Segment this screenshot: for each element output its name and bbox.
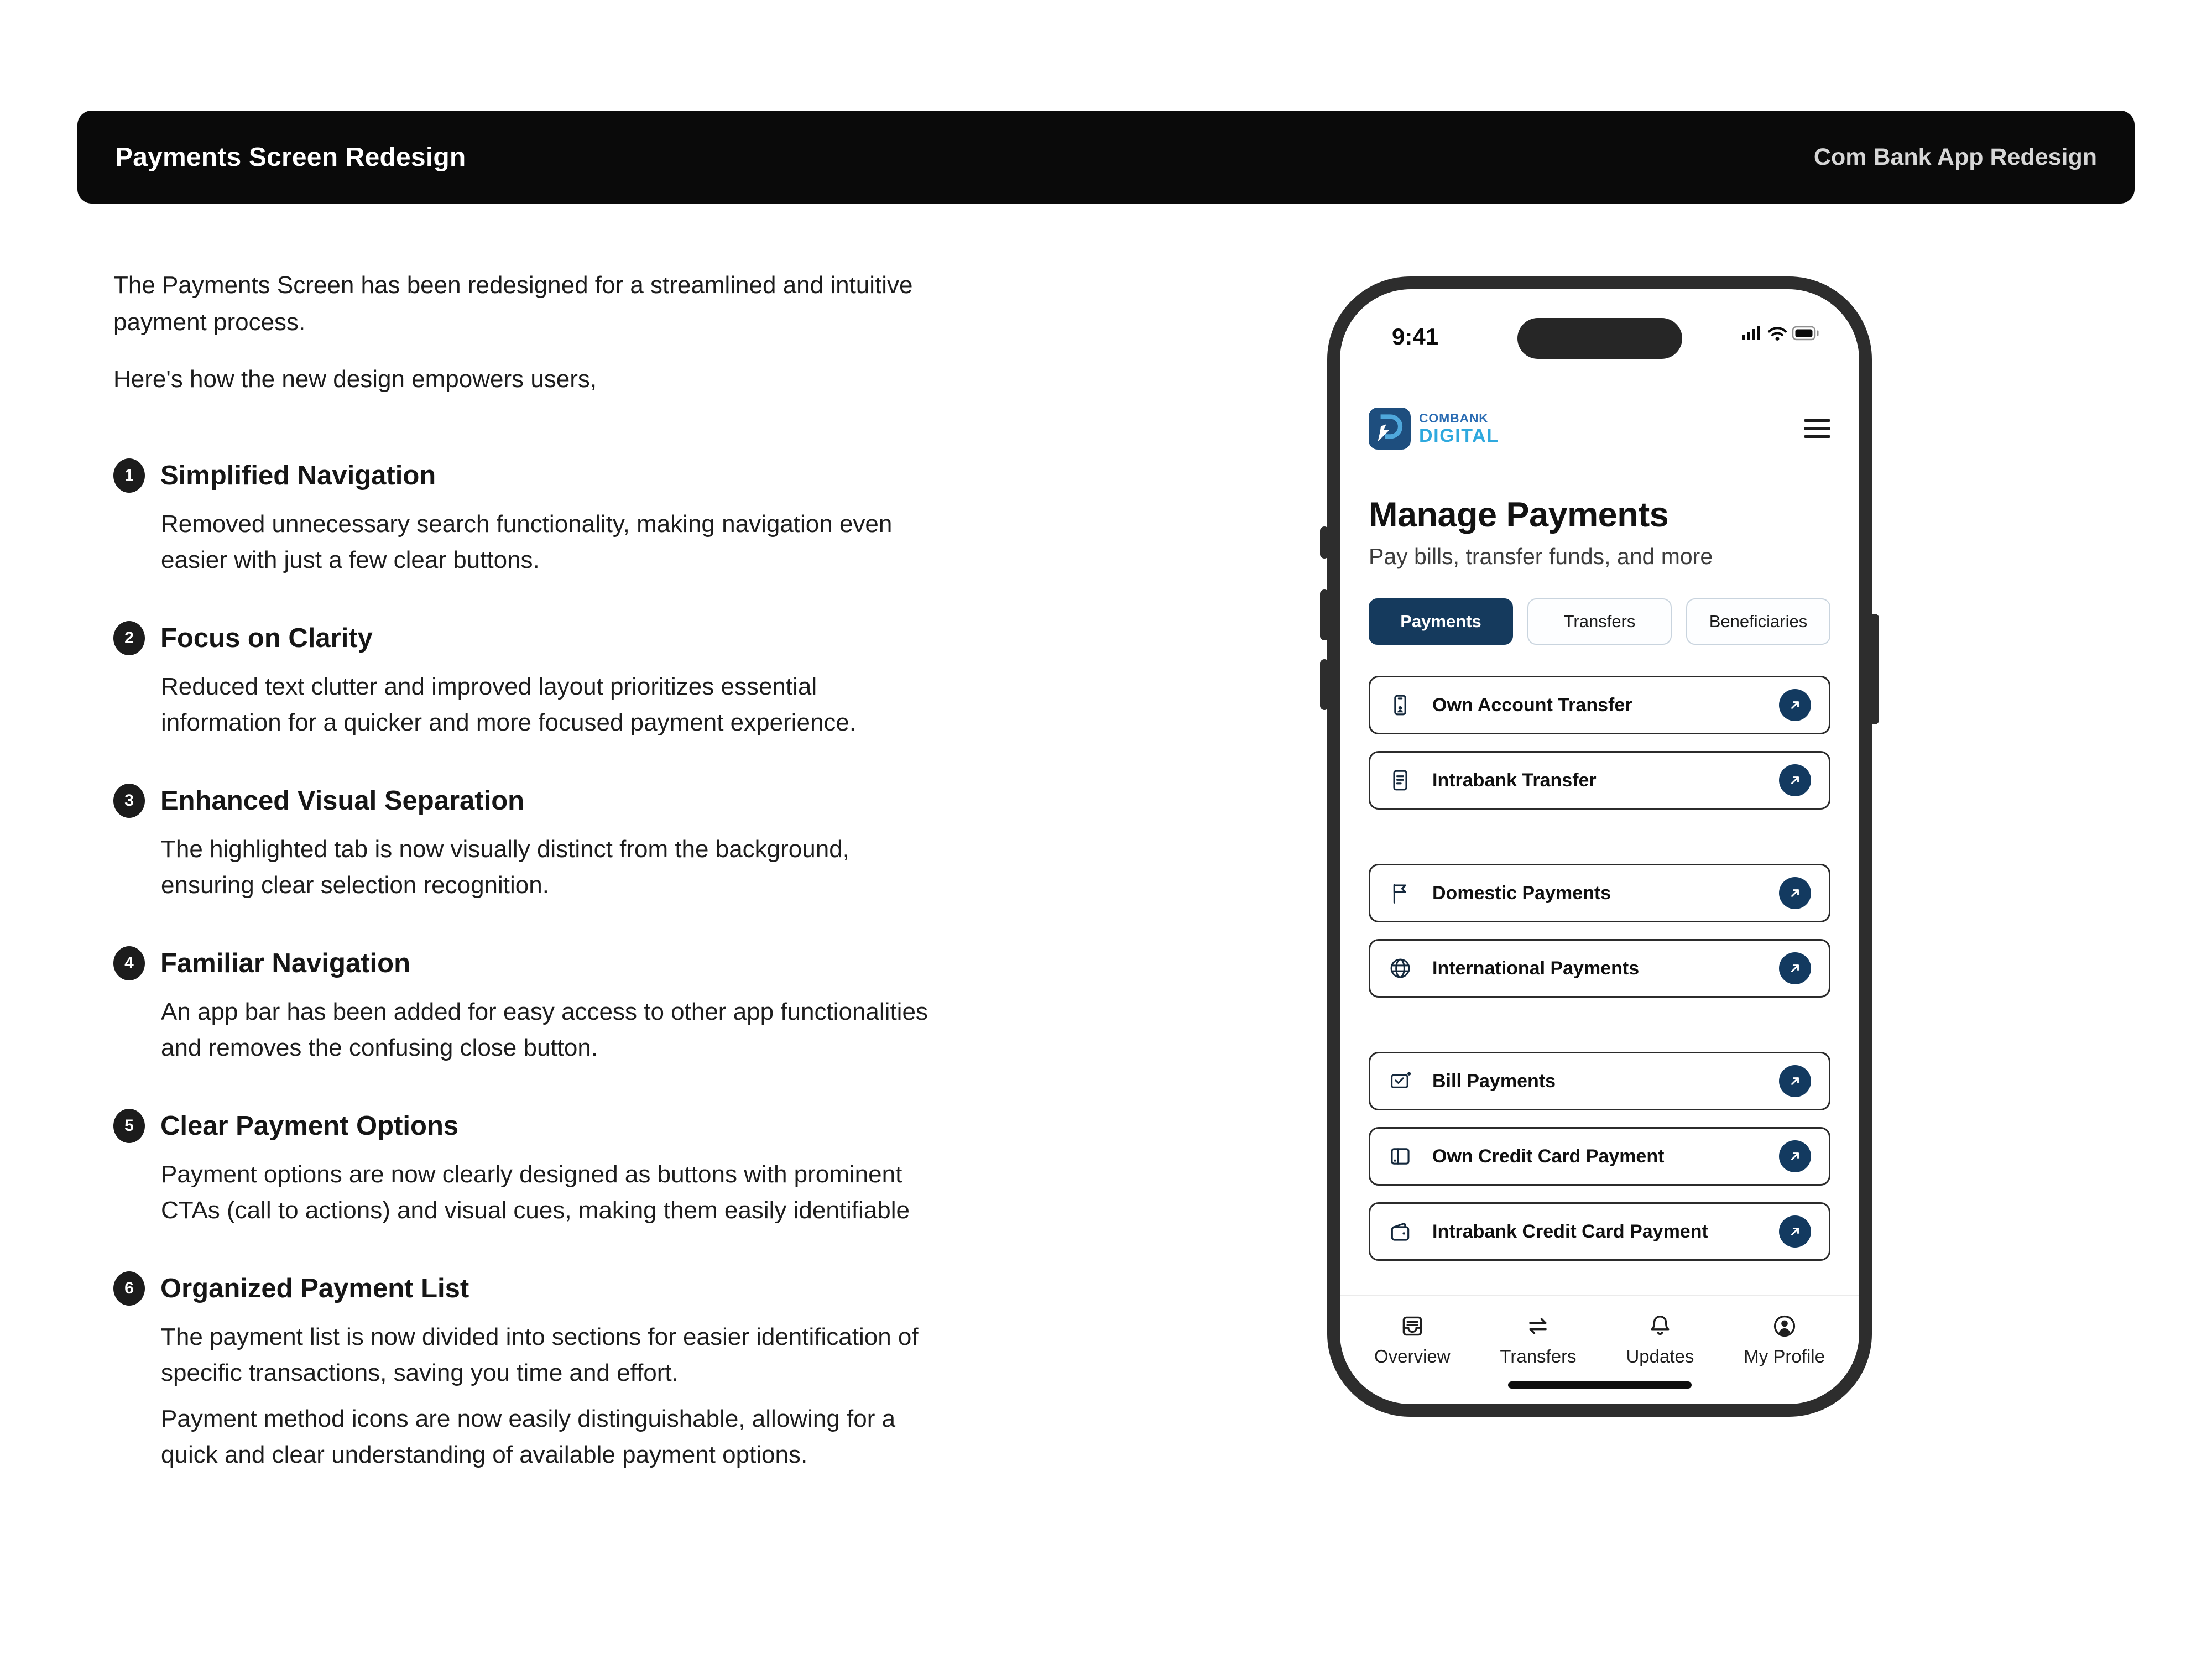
payment-option-own-credit-card-payment[interactable] <box>1369 1127 1830 1186</box>
arrow-up-right-icon <box>1787 1148 1803 1165</box>
power-button <box>1870 614 1879 724</box>
feature-section-organized-payment-list <box>113 1271 1009 1473</box>
open-arrow-button[interactable] <box>1779 952 1811 984</box>
open-arrow-button[interactable] <box>1779 689 1811 721</box>
section-title: Organized Payment List <box>160 1274 469 1303</box>
section-body <box>161 1156 935 1228</box>
wifi-icon <box>1769 328 1786 341</box>
header-bar <box>77 111 2135 204</box>
battery-icon <box>1793 327 1819 340</box>
inbox-tray-icon <box>1399 1313 1426 1339</box>
payment-group <box>1369 1052 1830 1261</box>
arrow-up-right-icon <box>1787 885 1803 901</box>
mobile-user-icon <box>1388 693 1412 717</box>
logo-text-digital: DIGITAL <box>1419 425 1499 446</box>
feature-section-focus-on-clarity <box>113 621 1009 740</box>
credit-card-icon <box>1388 1144 1412 1168</box>
payment-option-label: International Payments <box>1432 957 1640 979</box>
section-number-badge: 2 <box>113 621 145 655</box>
arrow-up-right-icon <box>1787 1223 1803 1240</box>
section-heading <box>113 1109 1009 1143</box>
payment-group <box>1369 676 1830 810</box>
section-number-badge: 1 <box>113 458 145 493</box>
section-paragraph: The highlighted tab is now visually distinct from the background, ensuring clear selection recognition. <box>161 836 849 899</box>
section-paragraph: Reduced text clutter and improved layout prioritizes essential information for a quicker and more focused payment experience. <box>161 673 857 736</box>
status-time: 9:41 <box>1392 324 1439 349</box>
section-title: Enhanced Visual Separation <box>160 786 525 816</box>
payment-list <box>1369 676 1830 1261</box>
nav-label: My Profile <box>1744 1346 1825 1366</box>
section-heading <box>113 621 1009 655</box>
document-icon <box>1388 768 1412 792</box>
section-paragraph: An app bar has been added for easy access to other app functionalities and removes the confusing close button. <box>161 998 928 1061</box>
payment-option-label: Intrabank Transfer <box>1432 769 1597 791</box>
payment-option-label: Own Account Transfer <box>1432 694 1632 716</box>
app-bar <box>1369 408 1830 450</box>
section-body <box>161 831 935 903</box>
section-title: Clear Payment Options <box>160 1111 459 1141</box>
tab-bar <box>1369 598 1830 645</box>
dynamic-island <box>1517 318 1682 359</box>
nav-label: Overview <box>1374 1346 1451 1366</box>
payment-option-label: Own Credit Card Payment <box>1432 1145 1665 1167</box>
section-heading <box>113 458 1009 493</box>
section-number-badge: 4 <box>113 946 145 980</box>
open-arrow-button[interactable] <box>1779 877 1811 909</box>
arrow-up-right-icon <box>1787 697 1803 713</box>
arrow-up-right-icon <box>1787 772 1803 789</box>
wallet-icon <box>1388 1219 1412 1244</box>
nav-item-updates[interactable] <box>1626 1313 1694 1367</box>
globe-icon <box>1388 956 1412 980</box>
combank-logo-icon <box>1369 408 1411 450</box>
payment-group <box>1369 864 1830 998</box>
section-body <box>161 669 935 740</box>
payment-option-bill-payments[interactable] <box>1369 1052 1830 1110</box>
logo-text-combank: COMBANK <box>1419 411 1489 425</box>
bottom-nav <box>1340 1295 1859 1367</box>
home-indicator[interactable] <box>1508 1381 1692 1389</box>
mail-check-icon <box>1388 1069 1412 1093</box>
feature-section-clear-payment-options <box>113 1109 1009 1228</box>
screen-title: Manage Payments <box>1369 495 1669 534</box>
volume-up-button <box>1320 589 1329 640</box>
section-title: Familiar Navigation <box>160 948 411 978</box>
nav-label: Updates <box>1626 1346 1694 1366</box>
page-title: Payments Screen Redesign <box>115 142 466 172</box>
section-paragraph: Payment method icons are now easily distinguishable, allowing for a quick and clear understanding of available payment options. <box>161 1405 896 1468</box>
transfer-arrows-icon <box>1525 1313 1551 1339</box>
tab-payments[interactable]: Payments <box>1369 598 1513 645</box>
feature-section-familiar-navigation <box>113 946 1009 1066</box>
payment-option-international-payments[interactable] <box>1369 939 1830 998</box>
section-heading <box>113 784 1009 818</box>
section-number-badge: 3 <box>113 784 145 818</box>
open-arrow-button[interactable] <box>1779 1065 1811 1097</box>
feature-section-simplified-navigation <box>113 458 1009 578</box>
feature-section-enhanced-visual-separation <box>113 784 1009 903</box>
open-arrow-button[interactable] <box>1779 1140 1811 1172</box>
intro-paragraph-2: Here's how the new design empowers users, <box>113 366 597 393</box>
open-arrow-button[interactable] <box>1779 764 1811 796</box>
mute-switch <box>1320 526 1329 559</box>
section-body <box>161 1319 935 1473</box>
section-paragraph: Payment options are now clearly designed as buttons with prominent CTAs (call to actions) and visual cues, making them easily identifiable <box>161 1161 910 1224</box>
tab-beneficiaries[interactable]: Beneficiaries <box>1686 598 1830 645</box>
feature-sections <box>113 458 1009 1473</box>
profile-icon <box>1771 1313 1798 1339</box>
hamburger-menu-icon[interactable] <box>1804 419 1830 438</box>
status-icons <box>1740 322 1823 345</box>
section-title: Simplified Navigation <box>160 461 436 491</box>
payment-option-intrabank-credit-card-payment[interactable] <box>1369 1202 1830 1261</box>
phone-screen <box>1340 289 1859 1404</box>
screen-subtitle: Pay bills, transfer funds, and more <box>1369 544 1713 569</box>
signal-icon <box>1742 326 1760 340</box>
payment-option-intrabank-transfer[interactable] <box>1369 751 1830 810</box>
section-title: Focus on Clarity <box>160 623 373 653</box>
open-arrow-button[interactable] <box>1779 1215 1811 1248</box>
payment-option-own-account-transfer[interactable] <box>1369 676 1830 734</box>
section-body <box>161 994 935 1066</box>
section-paragraph: Removed unnecessary search functionality, making navigation even easier with just a few clear buttons. <box>161 510 893 573</box>
arrow-up-right-icon <box>1787 1073 1803 1089</box>
nav-item-overview[interactable] <box>1374 1313 1451 1367</box>
payment-option-domestic-payments[interactable] <box>1369 864 1830 922</box>
project-title: Com Bank App Redesign <box>1813 143 2097 170</box>
flag-icon <box>1388 881 1412 905</box>
logo-wordmark <box>1419 412 1499 445</box>
volume-down-button <box>1320 659 1329 710</box>
nav-label: Transfers <box>1500 1346 1577 1366</box>
description-column <box>113 267 1009 1516</box>
section-heading <box>113 946 1009 980</box>
arrow-up-right-icon <box>1787 960 1803 977</box>
tab-transfers[interactable]: Transfers <box>1527 598 1672 645</box>
payment-option-label: Intrabank Credit Card Payment <box>1432 1220 1708 1242</box>
section-number-badge: 6 <box>113 1271 145 1306</box>
phone-mockup <box>1327 276 1872 1417</box>
section-paragraph: The payment list is now divided into sections for easier identification of specific transactions, saving you time and effort. <box>161 1323 919 1386</box>
section-body <box>161 506 935 578</box>
nav-item-my-profile[interactable] <box>1744 1313 1825 1367</box>
combank-logo <box>1369 408 1499 450</box>
status-bar <box>1369 299 1830 364</box>
intro-paragraph-1: The Payments Screen has been redesigned for a streamlined and intuitive payment process. <box>113 272 913 336</box>
nav-item-transfers[interactable] <box>1500 1313 1576 1367</box>
section-heading <box>113 1271 1009 1306</box>
bell-icon <box>1647 1313 1673 1339</box>
payment-option-label: Bill Payments <box>1432 1070 1556 1092</box>
payment-option-label: Domestic Payments <box>1432 882 1611 904</box>
section-number-badge: 5 <box>113 1109 145 1143</box>
